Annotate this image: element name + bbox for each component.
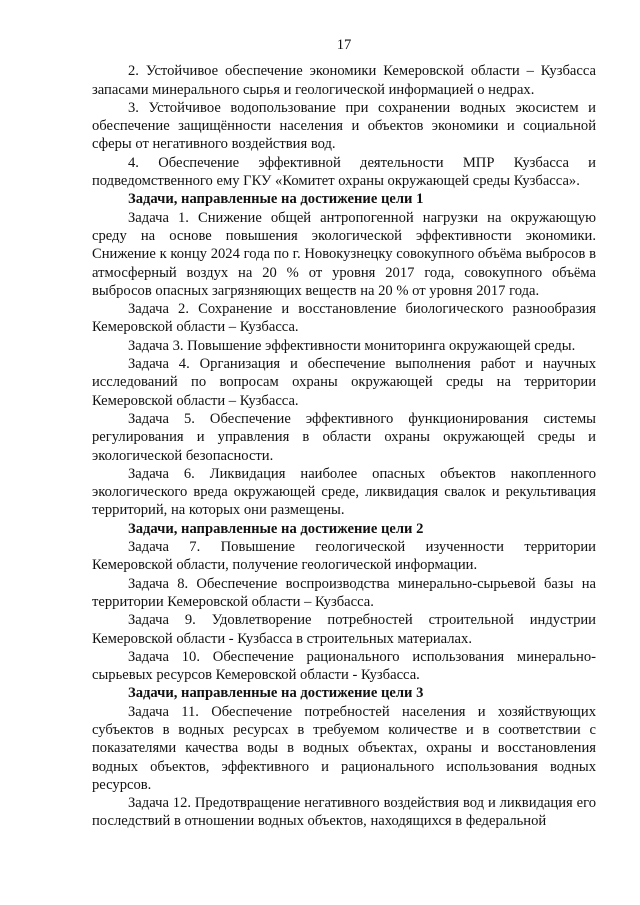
- section-heading-goal-2: Задачи, направленные на достижение цели 2: [128, 520, 424, 537]
- paragraph-task-1: Задача 1. Снижение общей антропогенной нагрузки на окружающую среду на основе повышения экологической эффективности экономики. Снижение к концу 2024 года по г. Новокузнецку совокупного объёма выбросов в атмосферный воздух на 20 % от уровня 2017 года, совокупного объёма выбросов опасных загрязняющих веществ на 20 % от уровня 2017 года.: [92, 209, 596, 299]
- paragraph-task-5: Задача 5. Обеспечение эффективного функционирования системы регулирования и управления в области охраны окружающей среды и экологической безопасности.: [92, 410, 596, 464]
- paragraph-task-10: Задача 10. Обеспечение рационального использования минерально-сырьевых ресурсов Кемеровской области - Кузбасса.: [92, 648, 596, 684]
- paragraph-task-2: Задача 2. Сохранение и восстановление биологического разнообразия Кемеровской области – Кузбасса.: [92, 301, 596, 336]
- paragraph-task-11: Задача 11. Обеспечение потребностей населения и хозяйствующих субъектов в водных ресурсах в требуемом количестве и в соответствии с показателями качества воды в водных объектах, охраны и восстановления водных объектов, эффективного и рационального использования водных ресурсов.: [92, 703, 596, 793]
- section-heading-goal-3: Задачи, направленные на достижение цели 3: [128, 685, 424, 702]
- page-number: 17: [336, 37, 352, 53]
- paragraph-goal-4: 4. Обеспечение эффективной деятельности МПР Кузбасса и подведомственного ему ГКУ «Комитет охраны окружающей среды Кузбасса».: [92, 154, 596, 190]
- paragraph-task-7: Задача 7. Повышение геологической изученности территории Кемеровской области, получение геологической информации.: [92, 539, 596, 574]
- paragraph-task-4: Задача 4. Организация и обеспечение выполнения работ и научных исследований по вопросам охраны окружающей среды на территории Кемеровской области – Кузбасса.: [92, 356, 596, 409]
- paragraph-goal-2: 2. Устойчивое обеспечение экономики Кемеровской области – Кузбасса запасами минерального сырья и геологической информацией о недрах.: [92, 63, 596, 98]
- paragraph-task-6: Задача 6. Ликвидация наиболее опасных объектов накопленного экологического вреда окружающей среде, ликвидация свалок и рекультивация территорий, на которых они размещены.: [92, 465, 596, 519]
- paragraph-task-12: Задача 12. Предотвращение негативного воздействия вод и ликвидация его последствий в отношении водных объектов, находящихся в федеральной: [92, 795, 596, 830]
- paragraph-task-3: Задача 3. Повышение эффективности мониторинга окружающей среды.: [128, 337, 576, 354]
- paragraph-task-9: Задача 9. Удовлетворение потребностей строительной индустрии Кемеровской области - Кузбасса в строительных материалах.: [92, 612, 596, 647]
- paragraph-goal-3: 3. Устойчивое водопользование при сохранении водных экосистем и обеспечение защищённости населения и объектов экономики и социальной сферы от негативного воздействия вод.: [92, 99, 596, 153]
- section-heading-goal-1: Задачи, направленные на достижение цели 1: [128, 191, 424, 208]
- paragraph-task-8: Задача 8. Обеспечение воспроизводства минерально-сырьевой базы на территории Кемеровской области – Кузбасса.: [92, 575, 596, 610]
